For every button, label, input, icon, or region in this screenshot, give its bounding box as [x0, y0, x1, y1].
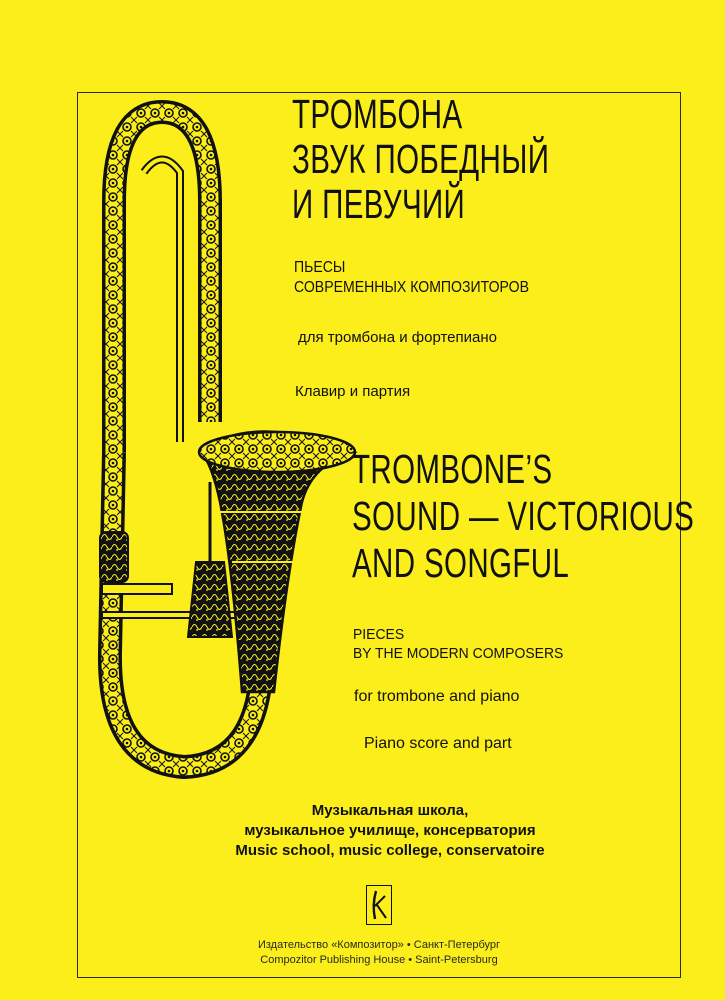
instrumentation-russian: для тромбона и фортепиано [298, 329, 497, 346]
title-ru-line-2: ЗВУК ПОБЕДНЫЙ [292, 136, 550, 182]
publisher-imprint [200, 938, 558, 968]
audience-line-3: Music school, music college, conservatoire [235, 842, 545, 859]
instrumentation-english: for trombone and piano [354, 688, 520, 705]
title-ru-line-3: И ПЕВУЧИЙ [292, 181, 466, 227]
publisher-logo-icon [366, 885, 392, 925]
title-ru-line-1: ТРОМБОНА [292, 91, 463, 137]
subtitle-english [353, 625, 563, 663]
title-english [352, 446, 694, 587]
publisher-line-ru: Издательство «Композитор» • Санкт-Петербург [257, 939, 501, 951]
audience-line-2: музыкальное училище, консерватория [244, 822, 536, 839]
audience-block [180, 801, 600, 861]
subtitle-ru-line-2: СОВРЕМЕННЫХ КОМПОЗИТОРОВ [294, 279, 529, 296]
publisher-line-en: Compozitor Publishing House • Saint-Petersburg [260, 954, 498, 966]
score-type-english: Piano score and part [364, 735, 512, 752]
subtitle-russian [294, 258, 529, 298]
title-en-line-2: SOUND — VICTORIOUS [352, 493, 695, 539]
audience-line-1: Музыкальная школа, [311, 802, 469, 819]
score-type-russian: Клавир и партия [295, 383, 411, 400]
subtitle-en-line-2: BY THE MODERN COMPOSERS [353, 645, 564, 662]
title-en-line-1: TROMBONE’S [352, 446, 553, 492]
subtitle-en-line-1: PIECES [353, 626, 405, 643]
title-russian [292, 92, 549, 227]
subtitle-ru-line-1: ПЬЕСЫ [294, 259, 346, 276]
title-en-line-3: AND SONGFUL [352, 540, 570, 586]
